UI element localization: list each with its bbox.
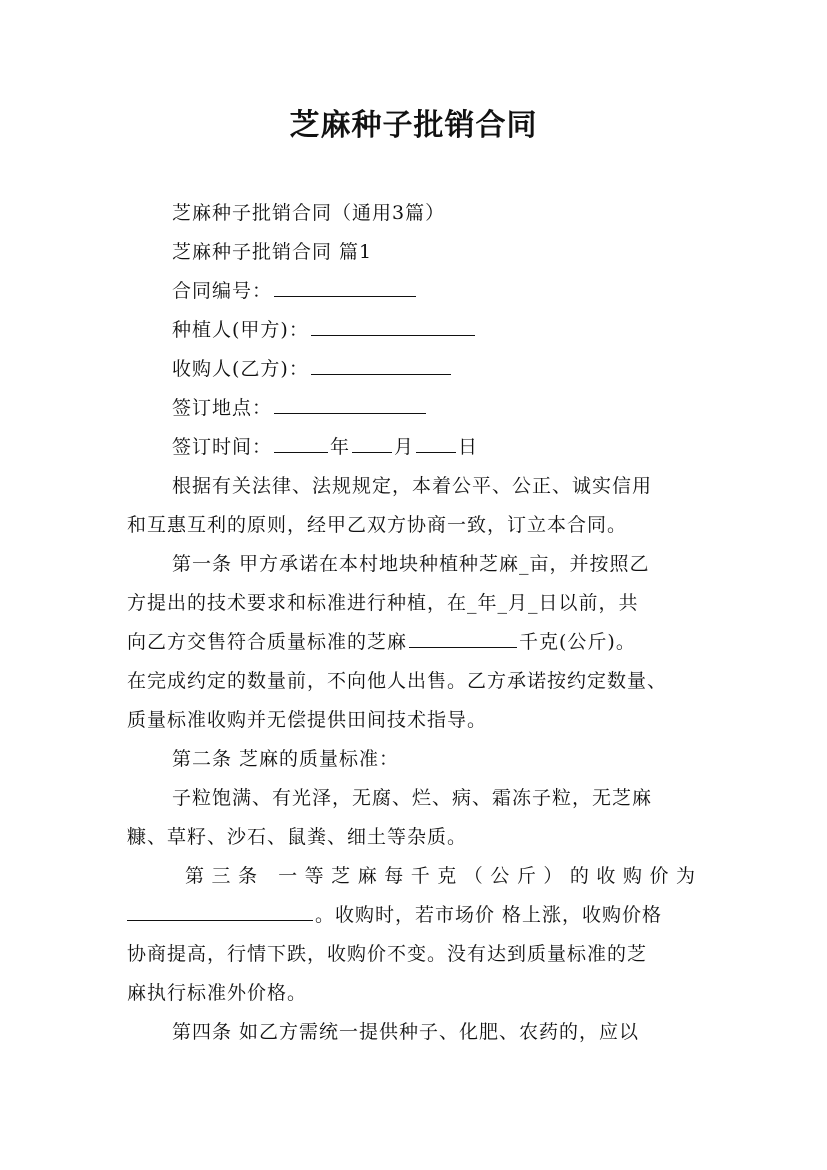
party-b-row xyxy=(172,354,453,381)
party-a-blank xyxy=(311,317,475,336)
contract-no-blank xyxy=(274,278,416,297)
party-b-blank xyxy=(311,356,451,375)
day-label: 日 xyxy=(458,436,479,458)
article4-line-1: 第四条 如乙方需统一提供种子、化肥、农药的，应以 xyxy=(172,1021,640,1043)
article3-line-2-text: 。收购时，若市场价 格上涨，收购价格 xyxy=(315,904,663,926)
article2-heading: 第二条 芝麻的质量标准： xyxy=(172,748,400,770)
article3-line-2 xyxy=(127,900,662,927)
document-subtitle: 芝麻种子批销合同（通用3篇） xyxy=(172,202,446,224)
preamble-line-1: 根据有关法律、法规规定，本着公平、公正、诚实信用 xyxy=(172,475,653,497)
party-a-row xyxy=(172,315,477,342)
place-blank xyxy=(274,395,426,414)
article1-line-1: 第一条 甲方承诺在本村地块种植种芝麻_亩，并按照乙 xyxy=(172,553,650,575)
party-a-label: 种植人(甲方)： xyxy=(172,319,309,341)
date-row xyxy=(172,432,478,459)
place-label: 签订地点： xyxy=(172,397,273,419)
contract-no-label: 合同编号： xyxy=(172,280,273,302)
sesame-quantity-blank xyxy=(409,629,517,648)
article3-line-1: 第三条 一等芝麻每千克（公斤）的收购价为 xyxy=(185,865,701,887)
day-blank xyxy=(416,434,456,453)
article1-line-3a: 向乙方交售符合质量标准的芝麻 xyxy=(127,631,408,653)
article3-line-3: 协商提高，行情下跌，收购价不变。没有达到质量标准的芝 xyxy=(127,943,648,965)
month-label: 月 xyxy=(394,436,415,458)
date-label: 签订时间： xyxy=(172,436,273,458)
purchase-price-blank xyxy=(127,902,313,921)
article1-line-3b: 千克(公斤)。 xyxy=(519,631,636,653)
article1-line-3 xyxy=(127,627,636,654)
document-title: 芝麻种子批销合同 xyxy=(289,108,538,143)
contract-no-row xyxy=(172,276,418,303)
preamble-line-2: 和互惠互利的原则，经甲乙双方协商一致，订立本合同。 xyxy=(127,514,628,536)
party-b-label: 收购人(乙方)： xyxy=(172,358,309,380)
year-blank xyxy=(274,434,328,453)
part-heading: 芝麻种子批销合同 篇1 xyxy=(172,241,373,263)
article2-line-2: 糠、草籽、沙石、鼠粪、细土等杂质。 xyxy=(127,826,468,848)
article3-line-4: 麻执行标准外价格。 xyxy=(127,982,308,1004)
month-blank xyxy=(352,434,392,453)
article2-line-1: 子粒饱满、有光泽，无腐、烂、病、霜冻子粒，无芝麻 xyxy=(172,787,653,809)
year-label: 年 xyxy=(330,436,351,458)
article1-line-2: 方提出的技术要求和标准进行种植，在_年_月_日以前，共 xyxy=(127,592,639,614)
place-row xyxy=(172,393,428,420)
article1-line-5: 质量标准收购并无偿提供田间技术指导。 xyxy=(127,709,488,731)
article1-line-4: 在完成约定的数量前，不向他人出售。乙方承诺按约定数量、 xyxy=(127,670,668,692)
